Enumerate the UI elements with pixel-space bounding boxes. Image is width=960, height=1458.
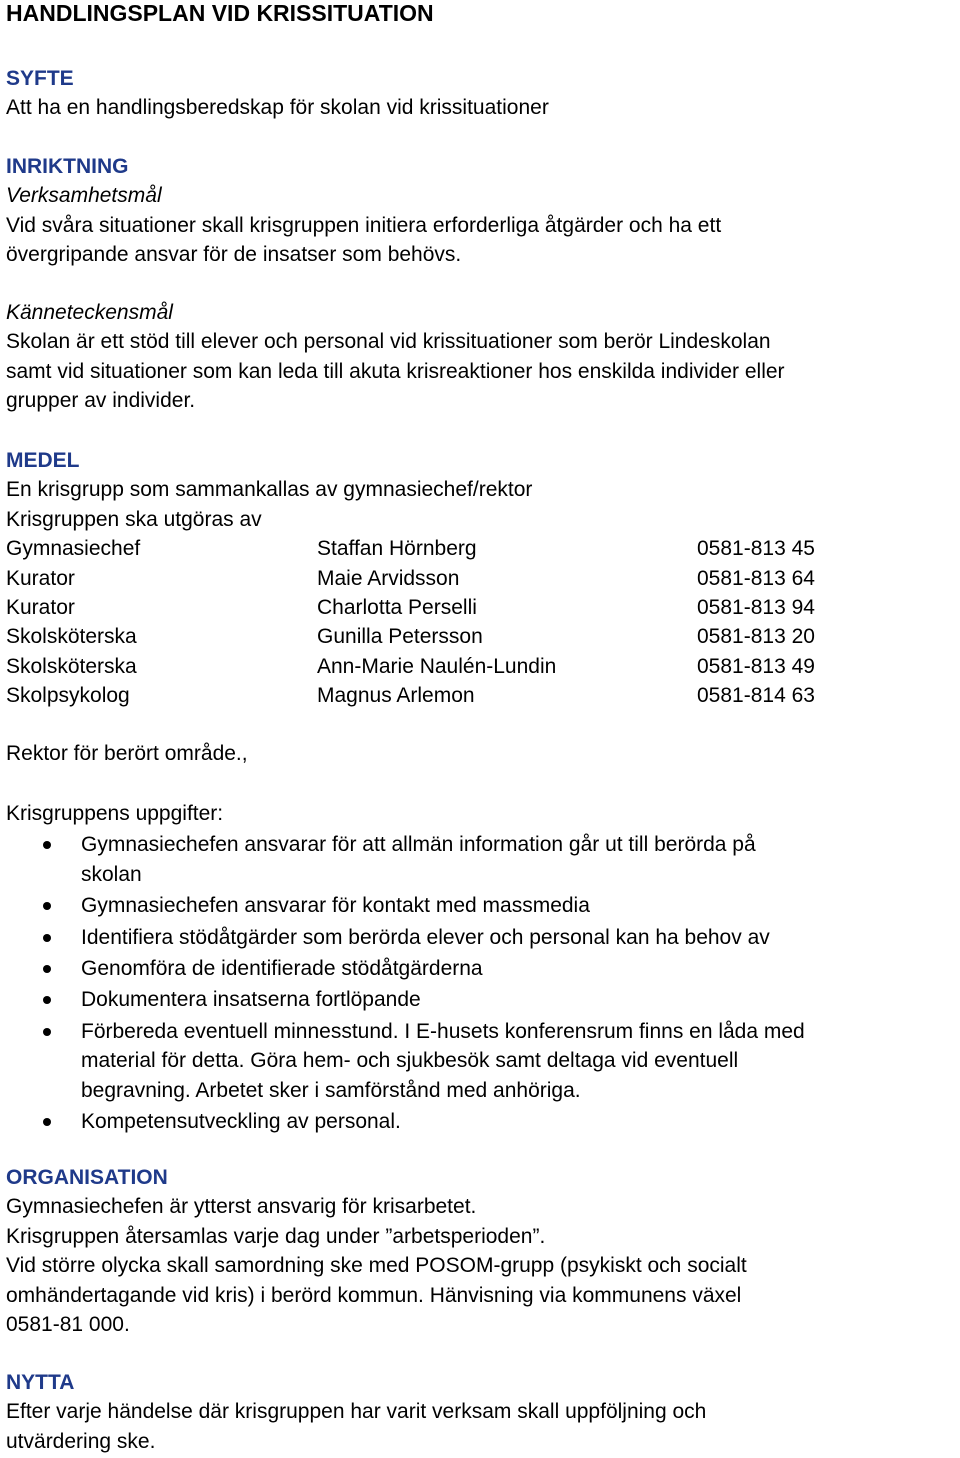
paragraph-line: grupper av individer. xyxy=(6,389,196,413)
member-name: Staffan Hörnberg xyxy=(317,537,477,561)
paragraph-line: omhändertagande vid kris) i berörd kommun. Hänvisning via kommunens växel xyxy=(6,1283,742,1307)
paragraph-line: Efter varje händelse där krisgruppen har varit verksam skall uppföljning och xyxy=(6,1400,707,1424)
member-name: Gunilla Petersson xyxy=(317,625,483,649)
member-name: Maie Arvidsson xyxy=(317,566,460,590)
list-item xyxy=(6,923,960,952)
paragraph-line: Skolan är ett stöd till elever och personal vid krissituationer som berör Lindeskolan xyxy=(6,330,771,354)
bullet-icon xyxy=(43,996,51,1004)
member-phone: 0581-813 94 xyxy=(697,596,815,619)
section-syfte xyxy=(6,64,960,123)
table-row xyxy=(6,652,960,681)
member-phone: 0581-813 49 xyxy=(697,654,815,678)
heading-organisation: ORGANISATION xyxy=(6,1166,168,1189)
section-nytta xyxy=(6,1368,960,1456)
medel-line2: Krisgruppen ska utgöras av xyxy=(6,507,262,531)
table-row xyxy=(6,564,960,593)
bullet-icon xyxy=(43,934,51,942)
kanne-label: Känneteckensmål xyxy=(6,301,173,324)
table-row xyxy=(6,681,960,710)
section-organisation xyxy=(6,1163,960,1339)
paragraph-line: Krisgruppen återsamlas varje dag under ”arbetsperioden”. xyxy=(6,1224,546,1248)
heading-medel: MEDEL xyxy=(6,449,80,472)
member-role: Skolpsykolog xyxy=(6,684,130,708)
task-line: skolan xyxy=(81,862,142,886)
task-line: material för detta. Göra hem- och sjukbesök samt deltaga vid eventuell xyxy=(81,1049,739,1073)
task-line: Gymnasiechefen ansvarar för kontakt med massmedia xyxy=(81,894,590,918)
document-title: HANDLINGSPLAN VID KRISSITUATION xyxy=(6,0,434,26)
paragraph-line: Vid svåra situationer skall krisgruppen initiera erforderliga åtgärder och ha ett xyxy=(6,213,722,237)
member-phone: 0581-813 20 xyxy=(697,625,815,649)
bullet-icon xyxy=(43,1028,51,1036)
heading-syfte: SYFTE xyxy=(6,67,74,90)
task-line: Kompetensutveckling av personal. xyxy=(81,1110,401,1134)
task-line: begravning. Arbetet sker i samförstånd med anhöriga. xyxy=(81,1078,581,1102)
paragraph-line: Gymnasiechefen är ytterst ansvarig för krisarbetet. xyxy=(6,1195,477,1219)
list-item xyxy=(6,954,960,983)
rektor-text: Rektor för berört område., xyxy=(6,742,248,765)
list-item xyxy=(6,1017,960,1105)
task-line: Dokumentera insatserna fortlöpande xyxy=(81,988,421,1012)
table-row xyxy=(6,622,960,651)
task-line: Genomföra de identifierade stödåtgärderna xyxy=(81,957,483,981)
member-role: Kurator xyxy=(6,596,75,619)
paragraph-line: Vid större olycka skall samordning ske med POSOM-grupp (psykiskt och socialt xyxy=(6,1254,747,1278)
member-name: Ann-Marie Naulén-Lundin xyxy=(317,654,557,678)
heading-inriktning: INRIKTNING xyxy=(6,155,129,178)
member-name: Magnus Arlemon xyxy=(317,684,475,708)
member-role: Gymnasiechef xyxy=(6,537,141,561)
section-kanneteckensmal xyxy=(6,298,960,416)
list-item xyxy=(6,1107,960,1136)
tasks-label: Krisgruppens uppgifter: xyxy=(6,802,224,825)
member-role: Kurator xyxy=(6,566,75,590)
member-phone: 0581-813 45 xyxy=(697,537,815,561)
bullet-icon xyxy=(43,965,51,973)
member-phone: 0581-813 64 xyxy=(697,566,815,590)
table-row xyxy=(6,593,960,622)
rektor-line xyxy=(6,739,960,768)
member-phone: 0581-814 63 xyxy=(697,684,815,708)
member-role: Skolsköterska xyxy=(6,625,137,649)
member-role: Skolsköterska xyxy=(6,654,137,678)
paragraph-line: 0581-81 000. xyxy=(6,1313,130,1337)
member-name: Charlotta Perselli xyxy=(317,596,477,619)
heading-nytta: NYTTA xyxy=(6,1371,75,1394)
medel-line1: En krisgrupp som sammankallas av gymnasiechef/rektor xyxy=(6,478,533,502)
bullet-icon xyxy=(43,902,51,910)
section-inriktning xyxy=(6,152,960,270)
list-item xyxy=(6,985,960,1014)
members-table xyxy=(6,534,960,710)
task-line: Förbereda eventuell minnesstund. I E-husets konferensrum finns en låda med xyxy=(81,1019,805,1043)
bullet-icon xyxy=(43,841,51,849)
paragraph-line: utvärdering ske. xyxy=(6,1429,156,1453)
tasks-list xyxy=(6,830,960,1136)
section-tasks xyxy=(6,799,960,1136)
task-line: Gymnasiechefen ansvarar för att allmän information går ut till berörda på xyxy=(81,833,756,857)
table-row xyxy=(6,534,960,563)
paragraph-line: samt vid situationer som kan leda till akuta krisreaktioner hos enskilda individer eller xyxy=(6,359,785,383)
paragraph-line: övergripande ansvar för de insatser som behövs. xyxy=(6,243,462,267)
task-line: Identifiera stödåtgärder som berörda elever och personal kan ha behov av xyxy=(81,925,770,949)
list-item xyxy=(6,891,960,920)
verksamhet-label: Verksamhetsmål xyxy=(6,184,162,208)
section-medel xyxy=(6,446,960,711)
list-item xyxy=(6,830,960,889)
syfte-text: Att ha en handlingsberedskap för skolan vid krissituationer xyxy=(6,96,549,120)
bullet-icon xyxy=(43,1118,51,1126)
